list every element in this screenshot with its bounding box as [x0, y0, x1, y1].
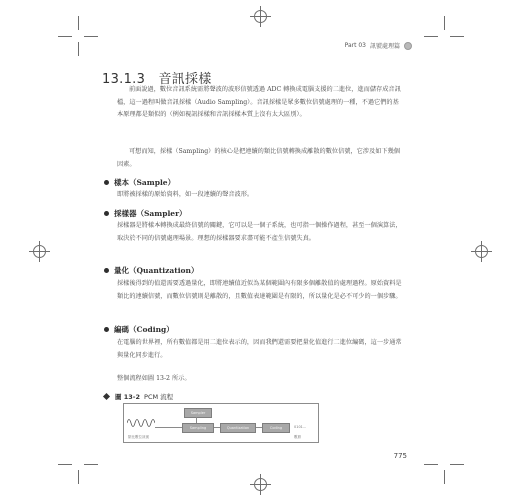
- block-sampling: Sampling: [182, 423, 214, 433]
- term-title: 樣本（Sample）: [114, 178, 176, 187]
- crop-mark: [444, 470, 445, 484]
- term-heading-quantization: [104, 265, 199, 276]
- bullet-icon: [104, 268, 109, 273]
- crop-mark: [84, 36, 98, 37]
- analog-input-label: 類比數位訊號: [128, 435, 149, 439]
- registration-mark: [33, 245, 46, 258]
- term-heading-sampler: [104, 208, 187, 219]
- term-title: 採樣器（Sampler）: [114, 209, 187, 218]
- bullet-icon: [104, 180, 109, 185]
- crop-mark: [78, 470, 79, 484]
- crop-mark: [78, 42, 79, 56]
- bullet-icon: [104, 211, 109, 216]
- chapter-badge-icon: [404, 42, 412, 50]
- closing-sentence: 整個流程如圖 13-2 所示。: [117, 375, 191, 382]
- figure-number: 圖 13-2: [115, 393, 141, 401]
- running-header: [345, 41, 412, 50]
- crop-mark: [424, 464, 438, 465]
- data-output-label: 數據: [294, 435, 301, 439]
- section-title: 13.1.3 音訊採樣: [102, 72, 212, 87]
- crop-mark: [84, 464, 98, 465]
- crop-mark: [424, 36, 438, 37]
- crop-mark: [58, 464, 72, 465]
- figure-caption: [104, 392, 173, 401]
- crop-mark: [78, 16, 79, 30]
- block-coding: Coding: [262, 423, 290, 433]
- digital-output-label: 0101...: [294, 425, 307, 429]
- diamond-icon: [103, 393, 110, 400]
- block-sampler: Sampler: [184, 408, 212, 418]
- crop-mark: [450, 464, 464, 465]
- paragraph-sampling: 可想而知，採樣（Sampling）的核心是把連續的類比信號轉換成離散的數位信號，它涉及如下幾個因素。: [117, 148, 400, 168]
- pcm-diagram: [123, 403, 319, 443]
- term-heading-coding: [104, 324, 174, 335]
- registration-mark: [254, 478, 267, 491]
- term-title: 編碼（Coding）: [114, 325, 174, 334]
- block-quantization: Quantization: [220, 423, 256, 433]
- figure-title: PCM 流程: [144, 393, 174, 401]
- crop-mark: [58, 36, 72, 37]
- term-desc: 採樣器是將樣本轉換成最終信號的關鍵，它可以是一個子系統，也可指一個操作過程，甚至一個演算法，取決於不同的信號處理場景。理想的採樣器要求盡可能不產生信號失真。: [117, 222, 402, 242]
- crop-mark: [444, 16, 445, 30]
- registration-mark: [475, 245, 488, 258]
- page-number: 775: [393, 452, 407, 460]
- term-title: 量化（Quantization）: [114, 266, 199, 275]
- header-part: Part 03: [344, 42, 366, 49]
- analog-wave-icon: [127, 416, 155, 430]
- header-chapter: 訊號處理篇: [369, 43, 400, 50]
- bullet-icon: [104, 327, 109, 332]
- term-desc: 即將被採樣的原始資料，如一段連續的聲音波形。: [117, 191, 254, 198]
- term-desc: 在電腦的世界裡，所有數值都是用二進位表示的，因而我們還需要把量化值進行二進位編碼，這一步通常與量化同步進行。: [117, 339, 402, 359]
- registration-mark: [254, 10, 267, 23]
- term-desc: 採樣後得到的值還需要透過量化，即將連續值近似為某個範圍內有限多個離散值的處理過程。原始資料是類比的連續信號，而數位信號則是離散的，且數值表達範圍是有限的，所以量化是必不可少的一個步驟。: [117, 280, 402, 300]
- paragraph-intro: 前面說過，數位音訊系統需將聲波的波形信號透過 ADC 轉換成電腦支援的二進位，進而儲存成音訊檔，這一過程叫做音訊採樣（Audio Sampling）。音訊採樣是眾多數位信號處理的一種，不過它們的基本原理都是類似的（例如視訊採樣和音訊採樣本質上沒有太大區別）。: [117, 86, 401, 118]
- crop-mark: [450, 36, 464, 37]
- term-heading-sample: [104, 177, 175, 188]
